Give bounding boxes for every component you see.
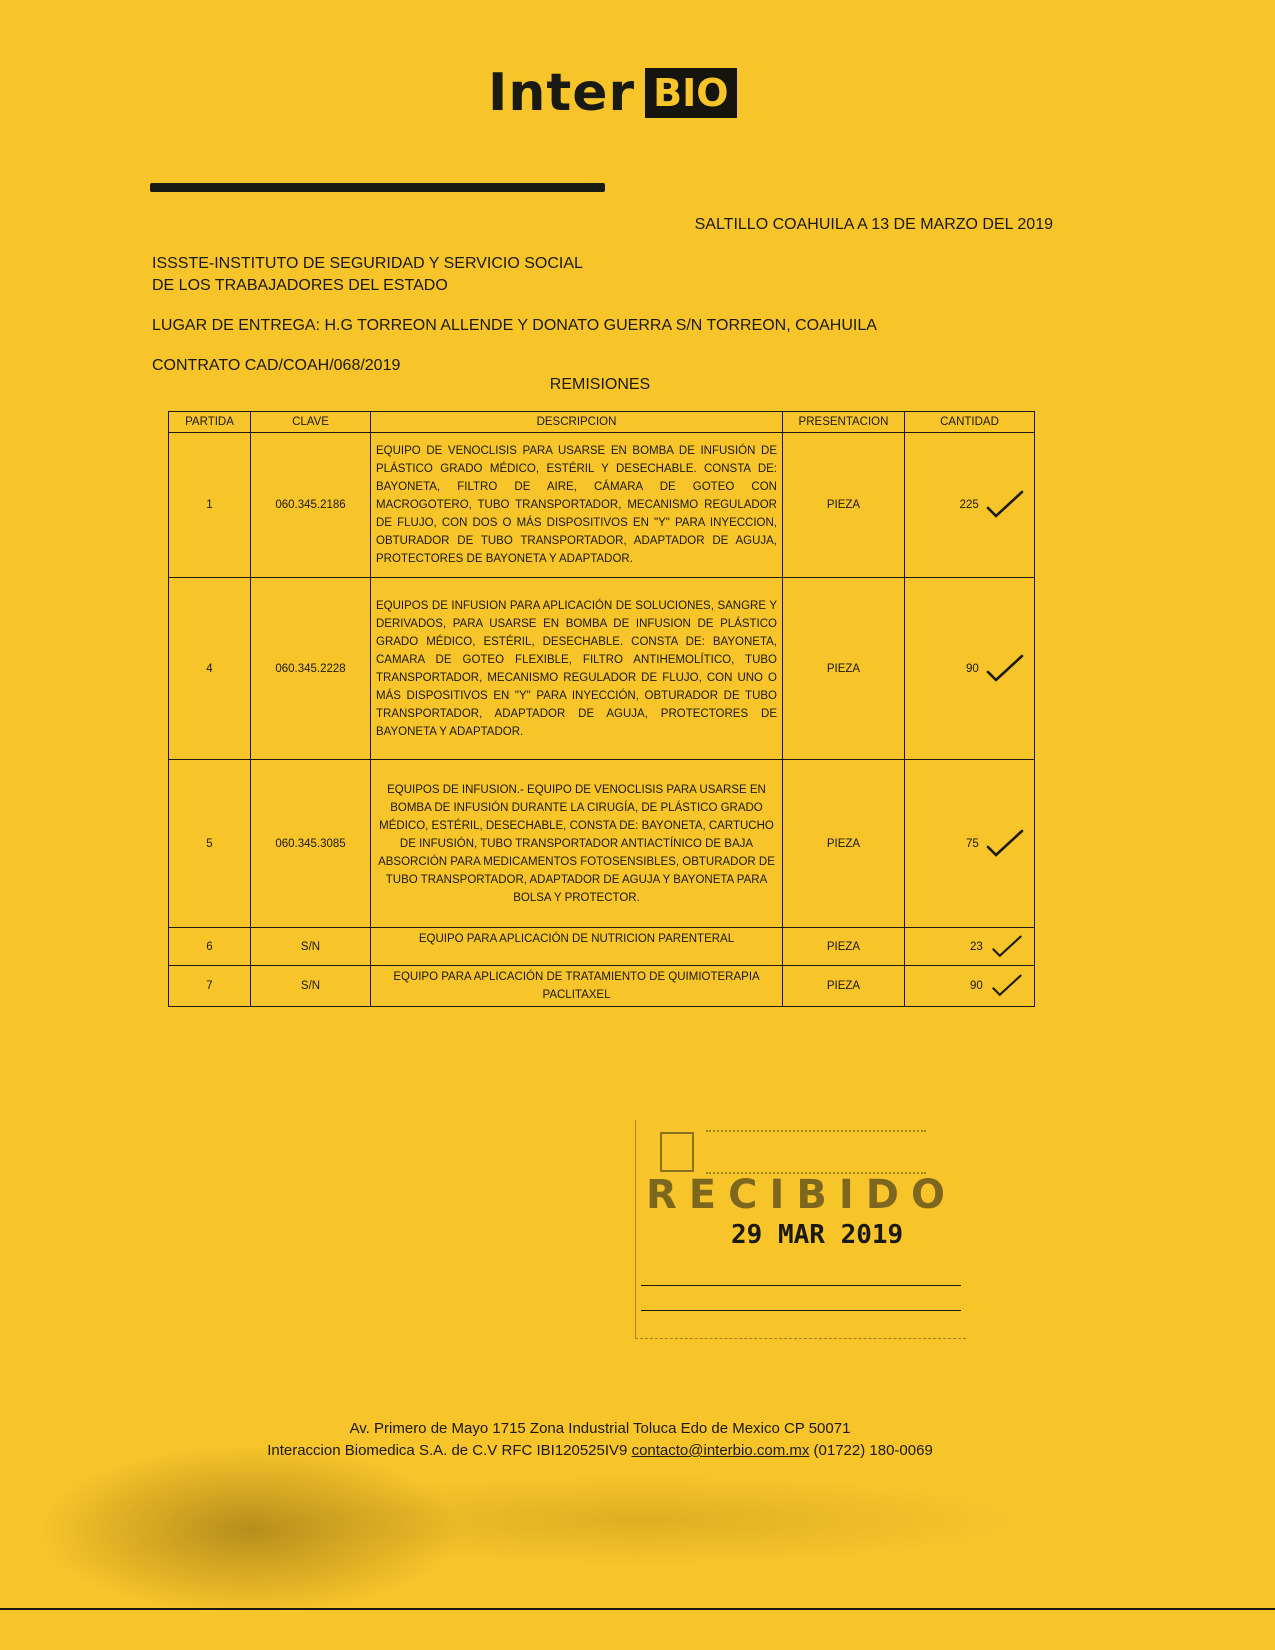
cell-partida: 6 [169, 928, 251, 966]
quantity-value: 225 [959, 499, 979, 512]
items-table [168, 411, 1035, 1007]
delivery-place: LUGAR DE ENTREGA: H.G TORREON ALLENDE Y DONATO GUERRA S/N TORREON, COAHUILA [152, 317, 877, 334]
cell-clave: S/N [251, 966, 371, 1007]
quantity-value: 75 [966, 837, 979, 850]
cell-descripcion: EQUIPO DE VENOCLISIS PARA USARSE EN BOMBA DE INFUSIÓN DE PLÁSTICO GRADO MÉDICO, ESTÉRIL Y DESECHABLE. CONSTA DE: BAYONETA, FILTRO DE AIRE, CÁMARA DE GOTEO CON MACROGOTERO, TUBO TRANSPORTADOR, MECANISMO REGULADOR DE FLUJO, CON DOS O MÁS DISPOSITIVOS EN "Y" PARA INYECCION, OBTURADOR DE TUBO TRANSPORTADOR, ADAPTADOR DE AGUJA, PROTECTORES DE BAYONETA Y ADAPTADOR. [371, 433, 783, 578]
cell-cantidad [905, 578, 1035, 760]
checkmark-icon [990, 974, 1024, 998]
cell-clave: 060.345.3085 [251, 760, 371, 928]
stamp-date: 29 MAR 2019 [731, 1220, 904, 1250]
cell-cantidad [905, 966, 1035, 1007]
checkmark-icon [990, 935, 1024, 959]
cell-partida: 7 [169, 966, 251, 1007]
table-header-row [169, 412, 1035, 433]
interbio-logo [488, 58, 737, 128]
column-header-partida: PARTIDA [169, 412, 251, 433]
footer-company [0, 1442, 1200, 1459]
column-header-descripcion: DESCRIPCION [371, 412, 783, 433]
cell-partida: 5 [169, 760, 251, 928]
header-rule [150, 183, 605, 192]
footer-phone: (01722) 180-0069 [813, 1442, 933, 1459]
cell-presentacion: PIEZA [783, 433, 905, 578]
checkmark-icon [986, 829, 1024, 859]
table-row [169, 760, 1035, 928]
cell-descripcion: EQUIPOS DE INFUSION PARA APLICACIÓN DE SOLUCIONES, SANGRE Y DERIVADOS, PARA USARSE EN BOMBA DE INFUSION DE PLÁSTICO GRADO MÉDICO, ESTÉRIL, DESECHABLE. CONSTA DE: BAYONETA, CAMARA DE GOTEO FLEXIBLE, FILTRO ANTIHEMOLÍTICO, TUBO TRANSPORTADOR, MECANISMO REGULADOR DE FLUJO, CON UNO O MÁS DISPOSITIVOS EN "Y" PARA INYECCIÓN, OBTURADOR DE TUBO TRANSPORTADOR, ADAPTADOR DE AGUJA, PROTECTORES DE BAYONETA Y ADAPTADOR. [371, 578, 783, 760]
table-row [169, 578, 1035, 760]
stamp-word: RECIBIDO [646, 1172, 957, 1218]
cell-clave: 060.345.2186 [251, 433, 371, 578]
stamp-signature-line [641, 1310, 961, 1311]
cell-cantidad [905, 760, 1035, 928]
column-header-clave: CLAVE [251, 412, 371, 433]
received-stamp [635, 1120, 966, 1339]
cell-cantidad [905, 433, 1035, 578]
page-bottom-rule [0, 1608, 1275, 1610]
column-header-presentacion: PRESENTACION [783, 412, 905, 433]
column-header-cantidad: CANTIDAD [905, 412, 1035, 433]
footer-company-rfc: Interaccion Biomedica S.A. de C.V RFC IBI120525IV9 [267, 1442, 628, 1459]
table-row [169, 433, 1035, 578]
logo-box: BIO [645, 68, 736, 118]
cell-clave: 060.345.2228 [251, 578, 371, 760]
cell-presentacion: PIEZA [783, 928, 905, 966]
cell-descripcion: EQUIPOS DE INFUSION.- EQUIPO DE VENOCLISIS PARA USARSE EN BOMBA DE INFUSIÓN DURANTE LA CIRUGÍA, DE PLÁSTICO GRADO MÉDICO, ESTÉRIL, DESECHABLE, CONSTA DE: BAYONETA, CARTUCHO DE INFUSIÓN, TUBO TRANSPORTADOR ANTIACTÍNICO DE BAJA ABSORCIÓN PARA MEDICAMENTOS FOTOSENSIBLES, OBTURADOR DE TUBO TRANSPORTADOR, ADAPTADOR DE AGUJA Y BAYONETA PARA BOLSA Y PROTECTOR. [371, 760, 783, 928]
contract-number: CONTRATO CAD/COAH/068/2019 [152, 357, 401, 374]
quantity-value: 90 [970, 980, 983, 993]
cell-descripcion: EQUIPO PARA APLICACIÓN DE NUTRICION PARENTERAL [371, 928, 783, 966]
cell-presentacion: PIEZA [783, 578, 905, 760]
cell-presentacion: PIEZA [783, 760, 905, 928]
logo-word: Inter [488, 63, 636, 123]
cell-partida: 4 [169, 578, 251, 760]
footer-email-link[interactable]: contacto@interbio.com.mx [631, 1442, 810, 1459]
recipient-line-2: DE LOS TRABAJADORES DEL ESTADO [152, 277, 448, 294]
cell-descripcion: EQUIPO PARA APLICACIÓN DE TRATAMIENTO DE QUIMIOTERAPIA PACLITAXEL [371, 966, 783, 1007]
table-row [169, 966, 1035, 1007]
section-title: REMISIONES [549, 376, 651, 393]
cell-cantidad [905, 928, 1035, 966]
stamp-seal-icon [660, 1132, 694, 1172]
cell-clave: S/N [251, 928, 371, 966]
cell-partida: 1 [169, 433, 251, 578]
checkmark-icon [986, 490, 1024, 520]
recipient-line-1: ISSSTE-INSTITUTO DE SEGURIDAD Y SERVICIO SOCIAL [152, 255, 583, 272]
checkmark-icon [986, 654, 1024, 684]
quantity-value: 23 [970, 940, 983, 953]
stamp-header [706, 1130, 926, 1174]
cell-presentacion: PIEZA [783, 966, 905, 1007]
document-date: SALTILLO COAHUILA A 13 DE MARZO DEL 2019 [694, 216, 1053, 233]
quantity-value: 90 [966, 662, 979, 675]
stamp-signature-line [641, 1285, 961, 1286]
footer-address: Av. Primero de Mayo 1715 Zona Industrial Toluca Edo de Mexico CP 50071 [349, 1420, 851, 1437]
table-row [169, 928, 1035, 966]
